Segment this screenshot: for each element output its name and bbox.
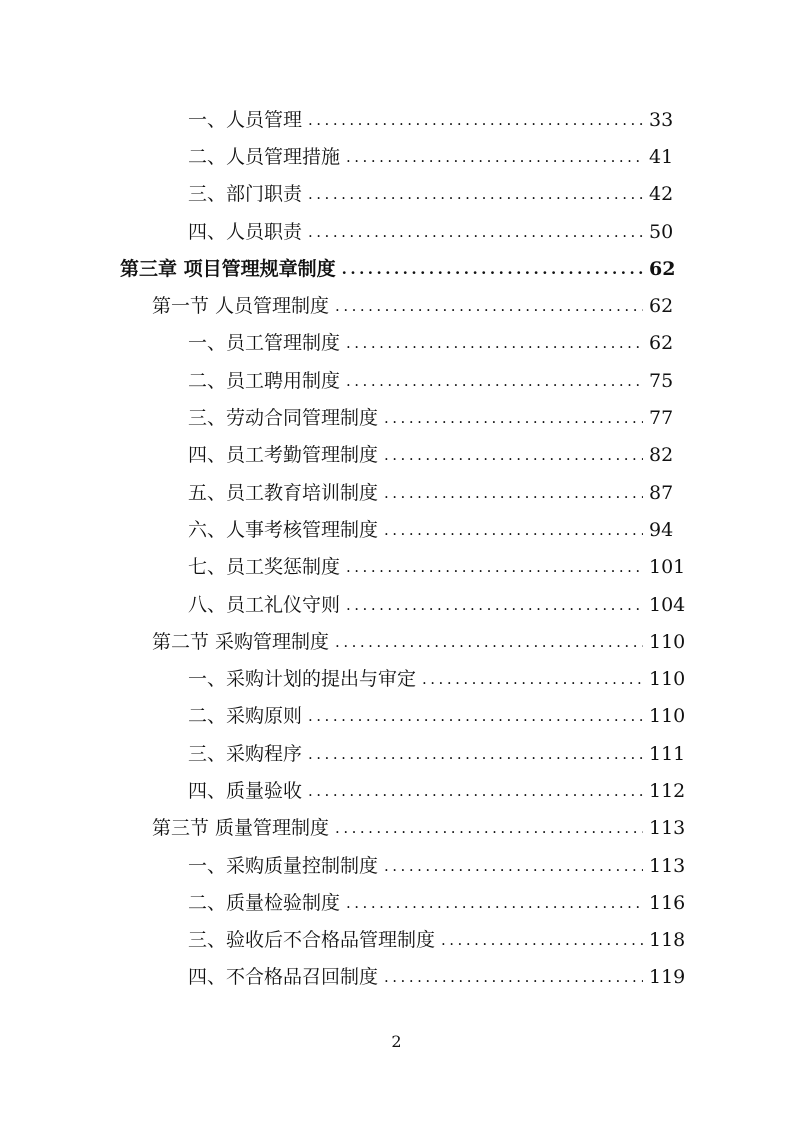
toc-item-entry[interactable] — [0, 362, 793, 399]
dot-leader — [346, 892, 643, 914]
toc-entry-page: 87 — [649, 481, 674, 504]
dot-leader — [308, 780, 643, 802]
toc-entry-title: 二、采购原则 — [188, 705, 308, 727]
toc-entry-page: 62 — [649, 332, 674, 355]
toc-entry-title: 四、不合格品召回制度 — [188, 966, 384, 988]
dot-leader — [384, 966, 643, 988]
dot-leader — [441, 929, 643, 951]
toc-item-entry[interactable] — [0, 586, 793, 623]
toc-item-entry[interactable] — [0, 399, 793, 436]
toc-entry-page: 75 — [649, 369, 674, 392]
toc-entry-title: 四、员工考勤管理制度 — [188, 444, 384, 466]
toc-entry-page: 113 — [649, 854, 686, 877]
toc-entry-page: 94 — [649, 518, 674, 541]
toc-item-entry[interactable] — [0, 138, 793, 175]
toc-item-entry[interactable] — [0, 660, 793, 697]
toc-entry-page: 33 — [649, 108, 674, 131]
toc-entry-page: 111 — [649, 742, 686, 765]
toc-entry-page: 50 — [649, 220, 674, 243]
dot-leader — [384, 482, 643, 504]
toc-chapter-entry[interactable] — [0, 250, 793, 287]
toc-entry-page: 42 — [649, 183, 674, 206]
toc-section-entry[interactable] — [0, 623, 793, 660]
dot-leader — [308, 183, 643, 205]
toc-entry-title: 第二节 采购管理制度 — [152, 631, 335, 653]
page-number: 2 — [391, 1032, 402, 1051]
dot-leader — [308, 743, 643, 765]
toc-item-entry[interactable] — [0, 437, 793, 474]
toc-entry-title: 一、采购质量控制制度 — [188, 855, 384, 877]
dot-leader — [335, 295, 643, 317]
toc-entry-page: 112 — [649, 779, 686, 802]
toc-entry-page: 116 — [649, 891, 686, 914]
toc-entry-page: 118 — [649, 929, 686, 952]
toc-item-entry[interactable] — [0, 772, 793, 809]
toc-entry-page: 101 — [649, 556, 686, 579]
toc-entry-title: 第三章 项目管理规章制度 — [120, 258, 342, 280]
dot-leader — [384, 407, 643, 429]
toc-entry-page: 41 — [649, 145, 674, 168]
toc-item-entry[interactable] — [0, 474, 793, 511]
toc-item-entry[interactable] — [0, 884, 793, 921]
toc-item-entry[interactable] — [0, 325, 793, 362]
dot-leader — [335, 631, 643, 653]
toc-entry-title: 五、员工教育培训制度 — [188, 482, 384, 504]
toc-entry-page: 82 — [649, 444, 674, 467]
toc-item-entry[interactable] — [0, 101, 793, 138]
toc-section-entry[interactable] — [0, 810, 793, 847]
toc-entry-page: 110 — [649, 668, 686, 691]
toc-item-entry[interactable] — [0, 698, 793, 735]
dot-leader — [335, 817, 643, 839]
toc-entry-title: 七、员工奖惩制度 — [188, 556, 346, 578]
dot-leader — [384, 444, 643, 466]
toc-item-entry[interactable] — [0, 922, 793, 959]
toc-item-entry[interactable] — [0, 735, 793, 772]
toc-entry-page: 113 — [649, 817, 686, 840]
dot-leader — [346, 146, 643, 168]
toc-entry-title: 第一节 人员管理制度 — [152, 295, 335, 317]
toc-entry-page: 77 — [649, 407, 674, 430]
toc-entry-title: 六、人事考核管理制度 — [188, 519, 384, 541]
dot-leader — [346, 556, 643, 578]
toc-entry-page: 104 — [649, 593, 686, 616]
toc-entry-title: 第三节 质量管理制度 — [152, 817, 335, 839]
table-of-contents — [0, 101, 793, 996]
dot-leader — [422, 668, 643, 690]
toc-entry-title: 二、员工聘用制度 — [188, 370, 346, 392]
dot-leader — [346, 594, 643, 616]
toc-entry-title: 三、采购程序 — [188, 743, 308, 765]
toc-entry-title: 四、质量验收 — [188, 780, 308, 802]
dot-leader — [308, 705, 643, 727]
dot-leader — [384, 519, 643, 541]
toc-item-entry[interactable] — [0, 176, 793, 213]
toc-entry-page: 119 — [649, 966, 686, 989]
toc-entry-page: 62 — [649, 295, 674, 318]
toc-entry-page: 110 — [649, 630, 686, 653]
toc-entry-title: 四、人员职责 — [188, 221, 308, 243]
dot-leader — [308, 221, 643, 243]
dot-leader — [384, 855, 643, 877]
toc-entry-title: 三、部门职责 — [188, 183, 308, 205]
toc-entry-title: 一、员工管理制度 — [188, 332, 346, 354]
toc-entry-page: 110 — [649, 705, 686, 728]
toc-item-entry[interactable] — [0, 213, 793, 250]
toc-entry-title: 一、人员管理 — [188, 109, 308, 131]
toc-entry-page: 62 — [649, 257, 676, 280]
dot-leader — [346, 332, 643, 354]
toc-entry-title: 三、劳动合同管理制度 — [188, 407, 384, 429]
toc-item-entry[interactable] — [0, 959, 793, 996]
dot-leader — [346, 370, 643, 392]
toc-section-entry[interactable] — [0, 287, 793, 324]
toc-entry-title: 三、验收后不合格品管理制度 — [188, 929, 441, 951]
toc-entry-title: 二、质量检验制度 — [188, 892, 346, 914]
toc-item-entry[interactable] — [0, 847, 793, 884]
toc-entry-title: 八、员工礼仪守则 — [188, 594, 346, 616]
dot-leader — [342, 258, 643, 280]
toc-entry-title: 一、采购计划的提出与审定 — [188, 668, 422, 690]
toc-item-entry[interactable] — [0, 511, 793, 548]
toc-entry-title: 二、人员管理措施 — [188, 146, 346, 168]
dot-leader — [308, 109, 643, 131]
toc-item-entry[interactable] — [0, 549, 793, 586]
